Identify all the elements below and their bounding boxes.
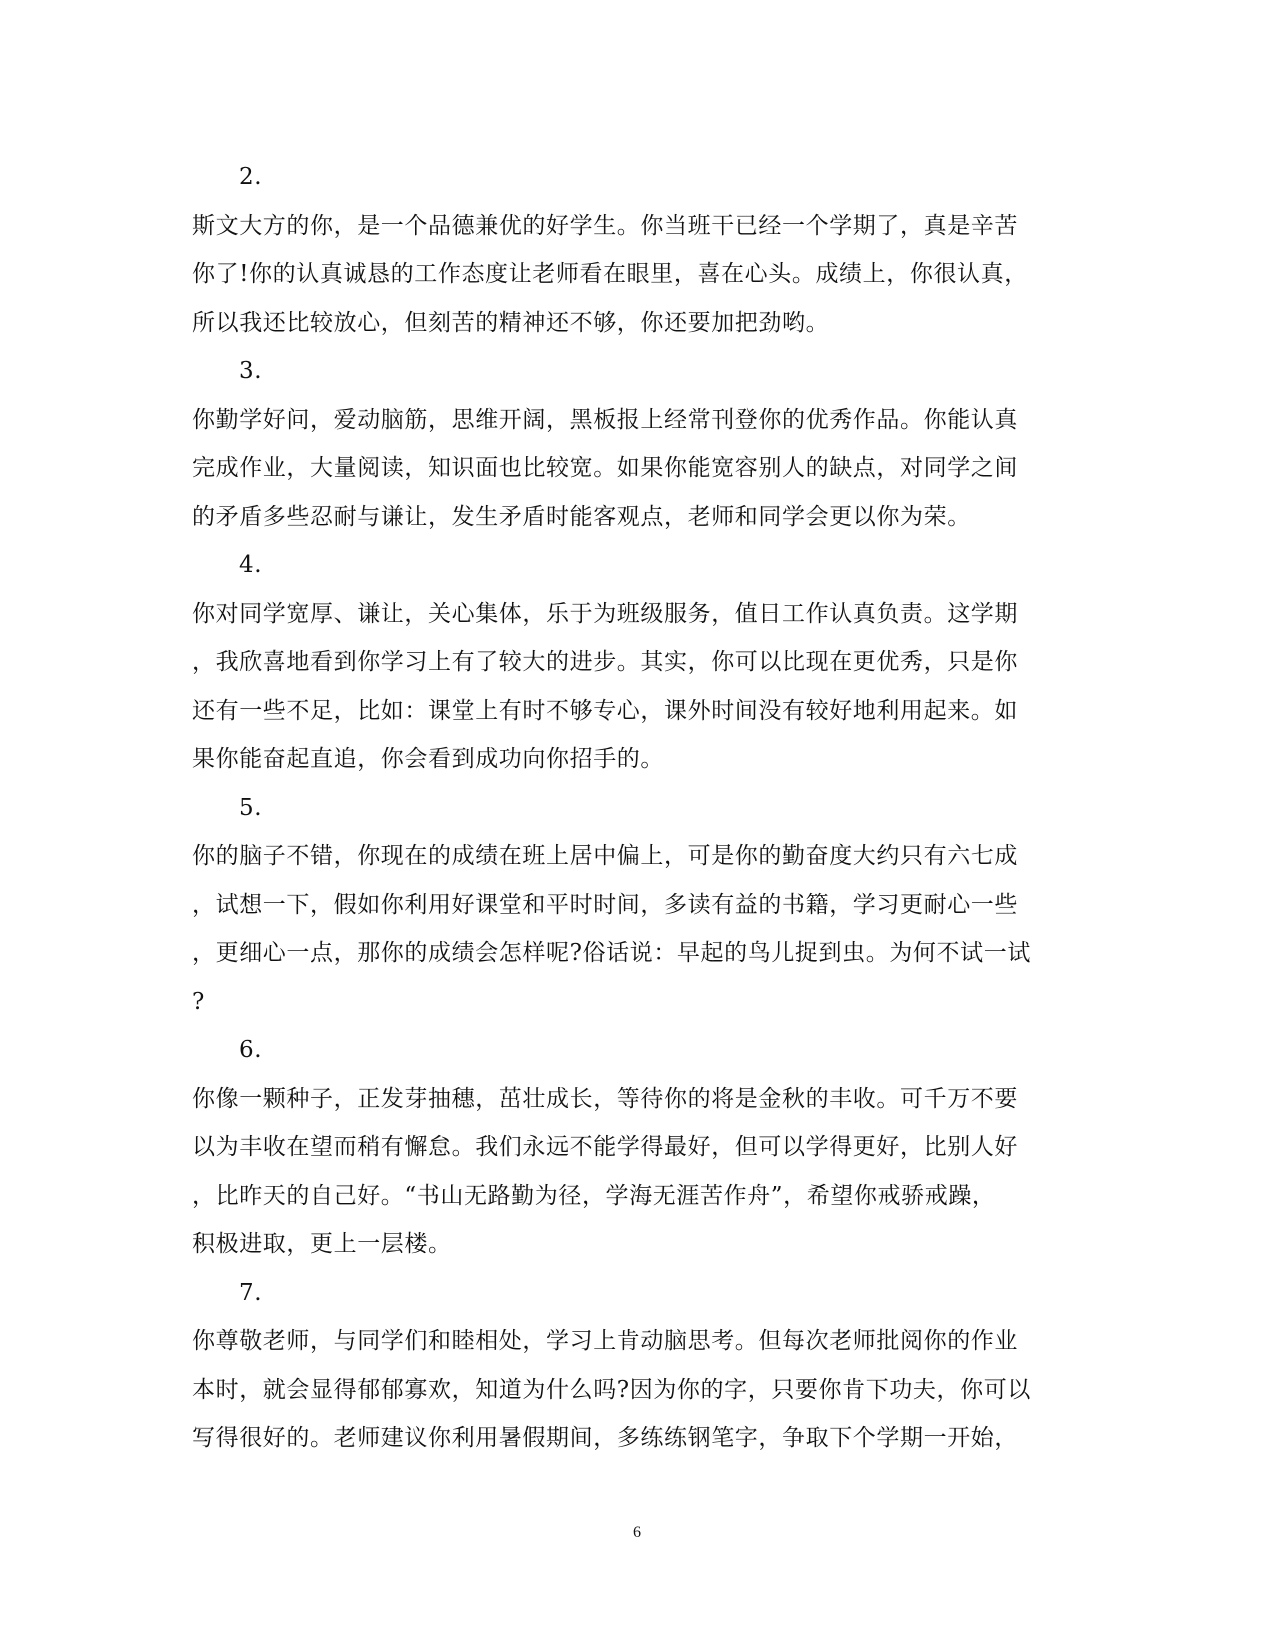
paragraph-line: 你对同学宽厚、谦让，关心集体，乐于为班级服务，值日工作认真负责。这学期	[192, 600, 1018, 627]
document-body	[192, 153, 1092, 1463]
paragraph-line: 写得很好的。老师建议你利用暑假期间，多练练钢笔字，争取下个学期一开始，	[192, 1425, 1018, 1451]
item-number: 3.	[239, 358, 263, 384]
paragraph-line: 你的脑子不错，你现在的成绩在班上居中偏上，可是你的勤奋度大约只有六七成	[192, 843, 1018, 869]
paragraph-line: 积极进取，更上一层楼。	[192, 1231, 452, 1257]
item-number: 5.	[239, 794, 263, 821]
paragraph-line: 你勤学好问，爱动脑筋，思维开阔，黑板报上经常刊登你的优秀作品。你能认真	[192, 406, 1018, 433]
paragraph-line: ，比昨天的自己好。“书山无路勤为径，学海无涯苦作舟”，希望你戒骄戒躁，	[192, 1182, 996, 1209]
item-number: 4.	[239, 552, 263, 578]
paragraph-line: ，我欣喜地看到你学习上有了较大的进步。其实，你可以比现在更优秀，只是你	[192, 649, 1018, 675]
paragraph-line: 的矛盾多些忍耐与谦让，发生矛盾时能客观点，老师和同学会更以你为荣。	[192, 503, 971, 530]
paragraph-line: 斯文大方的你，是一个品德兼优的好学生。你当班干已经一个学期了，真是辛苦	[192, 212, 1018, 239]
item-number: 6.	[239, 1037, 263, 1063]
paragraph-line: 本时，就会显得郁郁寡欢，知道为什么吗?因为你的字，只要你肯下功夫，你可以	[192, 1376, 1031, 1403]
paragraph-line: 你像一颗种子，正发芽抽穗，茁壮成长，等待你的将是金秋的丰收。可千万不要	[192, 1085, 1018, 1112]
paragraph-line: 你尊敬老师，与同学们和睦相处，学习上肯动脑思考。但每次老师批阅你的作业	[192, 1328, 1018, 1354]
item-number: 7.	[239, 1279, 263, 1306]
page-number: 6	[633, 1524, 641, 1541]
paragraph-line: 果你能奋起直追，你会看到成功向你招手的。	[192, 746, 664, 772]
paragraph-line: 以为丰收在望而稍有懈怠。我们永远不能学得最好，但可以学得更好，比别人好	[192, 1134, 1018, 1160]
paragraph-line: 所以我还比较放心，但刻苦的精神还不够，你还要加把劲哟。	[192, 309, 830, 336]
item-number: 2.	[239, 164, 263, 190]
paragraph-line: 你了!你的认真诚恳的工作态度让老师看在眼里，喜在心头。成绩上，你很认真，	[192, 261, 1028, 287]
paragraph-line: 还有一些不足，比如：课堂上有时不够专心，课外时间没有较好地利用起来。如	[192, 697, 1018, 724]
paragraph-line: ，试想一下，假如你利用好课堂和平时时间，多读有益的书籍，学习更耐心一些	[192, 891, 1018, 918]
paragraph-line: 完成作业，大量阅读，知识面也比较宽。如果你能宽容别人的缺点，对同学之间	[192, 455, 1018, 481]
paragraph-line: ，更细心一点，那你的成绩会怎样呢?俗话说：早起的鸟儿捉到虫。为何不试一试	[192, 940, 1031, 966]
paragraph-line: ?	[192, 988, 205, 1015]
